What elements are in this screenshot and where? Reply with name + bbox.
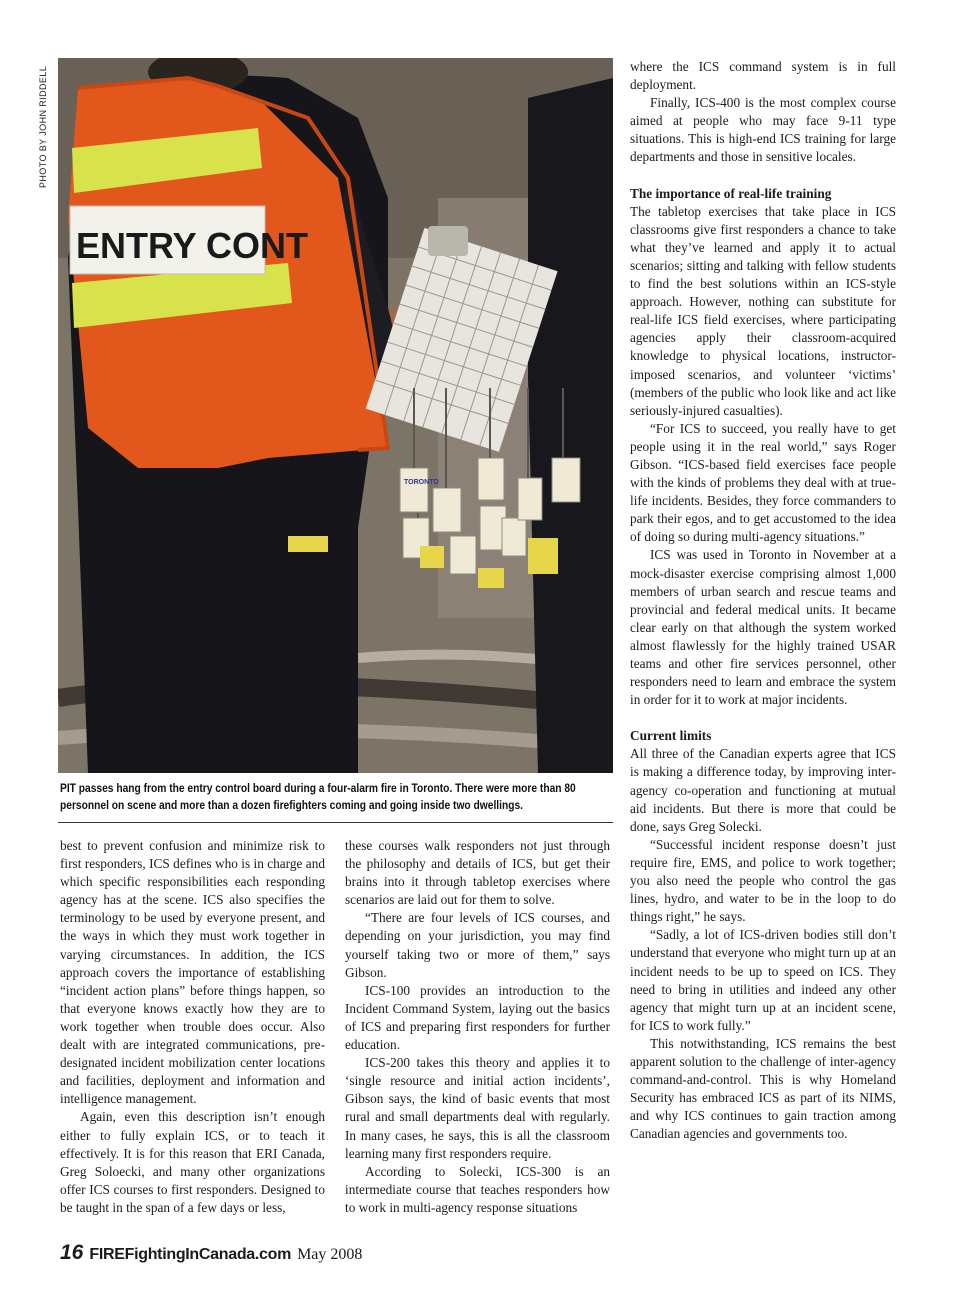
page-number: 16 (60, 1241, 84, 1264)
paragraph: This notwithstanding, ICS remains the best apparent solution to the challenge of inter-agency command-and-control. This is why Homeland Security has embraced ICS as part of its NIMS, and why ICS continues to gain traction among Canadian agencies and governments too. (630, 1035, 896, 1142)
website-link[interactable]: FIREFightingInCanada.com (89, 1246, 292, 1263)
paragraph: “Sadly, a lot of ICS-driven bodies still don’t understand that everyone who might turn up at an incident needs to be up to speed on ICS. They need to bring in utilities and indeed any other agency that might turn up at an incident scene, for ICS to work fully.” (630, 927, 896, 1033)
paragraph: best to prevent confusion and minimize risk to first responders, ICS defines who is in charge and which specific responsibilities each responding agency has at the scene. ICS also specifies the terminology to be used by everyone present, and the ways in which they must work together in varying circumstances. In addition, the ICS approach covers the importance of establishing “incident action plans” before things happen, so that everyone knows exactly how they are to work together when trouble does occur. Also dealt with are integrated communications, pre-designated incident mobilization center locations and facilities, deployment and information and intelligence management. (60, 838, 325, 1107)
page-footer (60, 1241, 362, 1267)
paragraph: The tabletop exercises that take place in ICS classrooms give first responders a chance to take what they’ve learned and apply it to actual scenarios; sitting and talking with fellow students to find the best solutions within an ICS-style approach. However, nothing can substitute for real-life ICS field exercises, where participating agencies apply their classroom-acquired knowledge to physical locations, instructor-imposed scenarios, and volunteer ‘victims’ (members of the public who look like and act like seriously-injured casualties). (630, 203, 896, 418)
paragraph: ICS-100 provides an introduction to the Incident Command System, laying out the basics of ICS and preparing first responders for further education. (345, 982, 610, 1053)
paragraph: Again, even this description isn’t enough either to fully explain ICS, or to teach it effectively. It is for this reason that ERI Canada, Greg Soloecki, and many other organizations offer ICS courses to first responders. Designed to be taught in the span of a few days or less, (60, 1109, 325, 1215)
article-photo (58, 58, 613, 773)
paragraph: All three of the Canadian experts agree that ICS is making a difference today, by improving inter-agency co-operation and functioning at mutual aid incidents. But there is more that could be done, says Greg Solecki. (630, 746, 896, 834)
paragraph: ICS-200 takes this theory and applies it to ‘single resource and initial action incidents’, Gibson says, the kind of basic events that most rural and small departments deal with regularly. In many cases, he says, this is all the classroom learning many first responders require. (345, 1055, 610, 1161)
paragraph: According to Solecki, ICS-300 is an intermediate course that teaches responders how to work in multi-agency response situations (345, 1163, 610, 1215)
paragraph: these courses walk responders not just through the philosophy and details of ICS, but get their brains into it through tabletop exercises where scenarios are laid out for them to solve. (345, 838, 610, 908)
paragraph: Finally, ICS-400 is the most complex course aimed at people who may face 9-11 type situations. This is high-end ICS training for large departments and those in sensitive locales. (630, 95, 896, 165)
photo-credit: PHOTO BY JOHN RIDDELL (38, 65, 48, 188)
section-heading: Current limits (630, 728, 712, 744)
firefighters-photo (58, 58, 613, 773)
paragraph: “Successful incident response doesn’t just require fire, EMS, and police to work together; you also need the people who control the gas lines, hydro, and water to be in the loop to do things right,” he says. (630, 836, 896, 925)
vest-label-text: ENTRY CONT (76, 225, 309, 266)
paragraph: “For ICS to succeed, you really have to get people using it in the real world,” says Roger Gibson. “ICS-based field exercises face people with the kinds of problems they deal with at true-life incidents. Besides, they force commanders to park their egos, and to get accustomed to the idea of doing so during multi-agency situations.” (630, 420, 896, 545)
caption-divider (58, 822, 613, 823)
issue-date: May 2008 (297, 1246, 363, 1263)
paragraph: “There are four levels of ICS courses, and depending on your jurisdiction, you may find yourself taking two or more of them,” says Gibson. (345, 910, 610, 980)
paragraph: ICS was used in Toronto in November at a mock-disaster exercise comprising almost 1,000 members of urban search and rescue teams and provincial and federal medical units. It became clear early on that although the system worked almost flawlessly for the highly trained USAR teams and other fire services personnel, other responders need to learn and embrace the system in order for it to work at major incidents. (630, 547, 896, 708)
pass-tag-text: TORONTO (404, 479, 439, 486)
photo-caption: PIT passes hang from the entry control board during a four-alarm fire in Toronto. There were more than 80 personnel on scene and more than a dozen firefighters coming and going inside two dwellings. (60, 781, 576, 812)
article-column-2 (345, 837, 610, 1217)
article-column-3 (630, 58, 896, 1143)
section-heading: The importance of real-life training (630, 185, 832, 201)
paragraph: where the ICS command system is in full deployment. (630, 59, 896, 93)
article-column-1 (60, 837, 325, 1217)
